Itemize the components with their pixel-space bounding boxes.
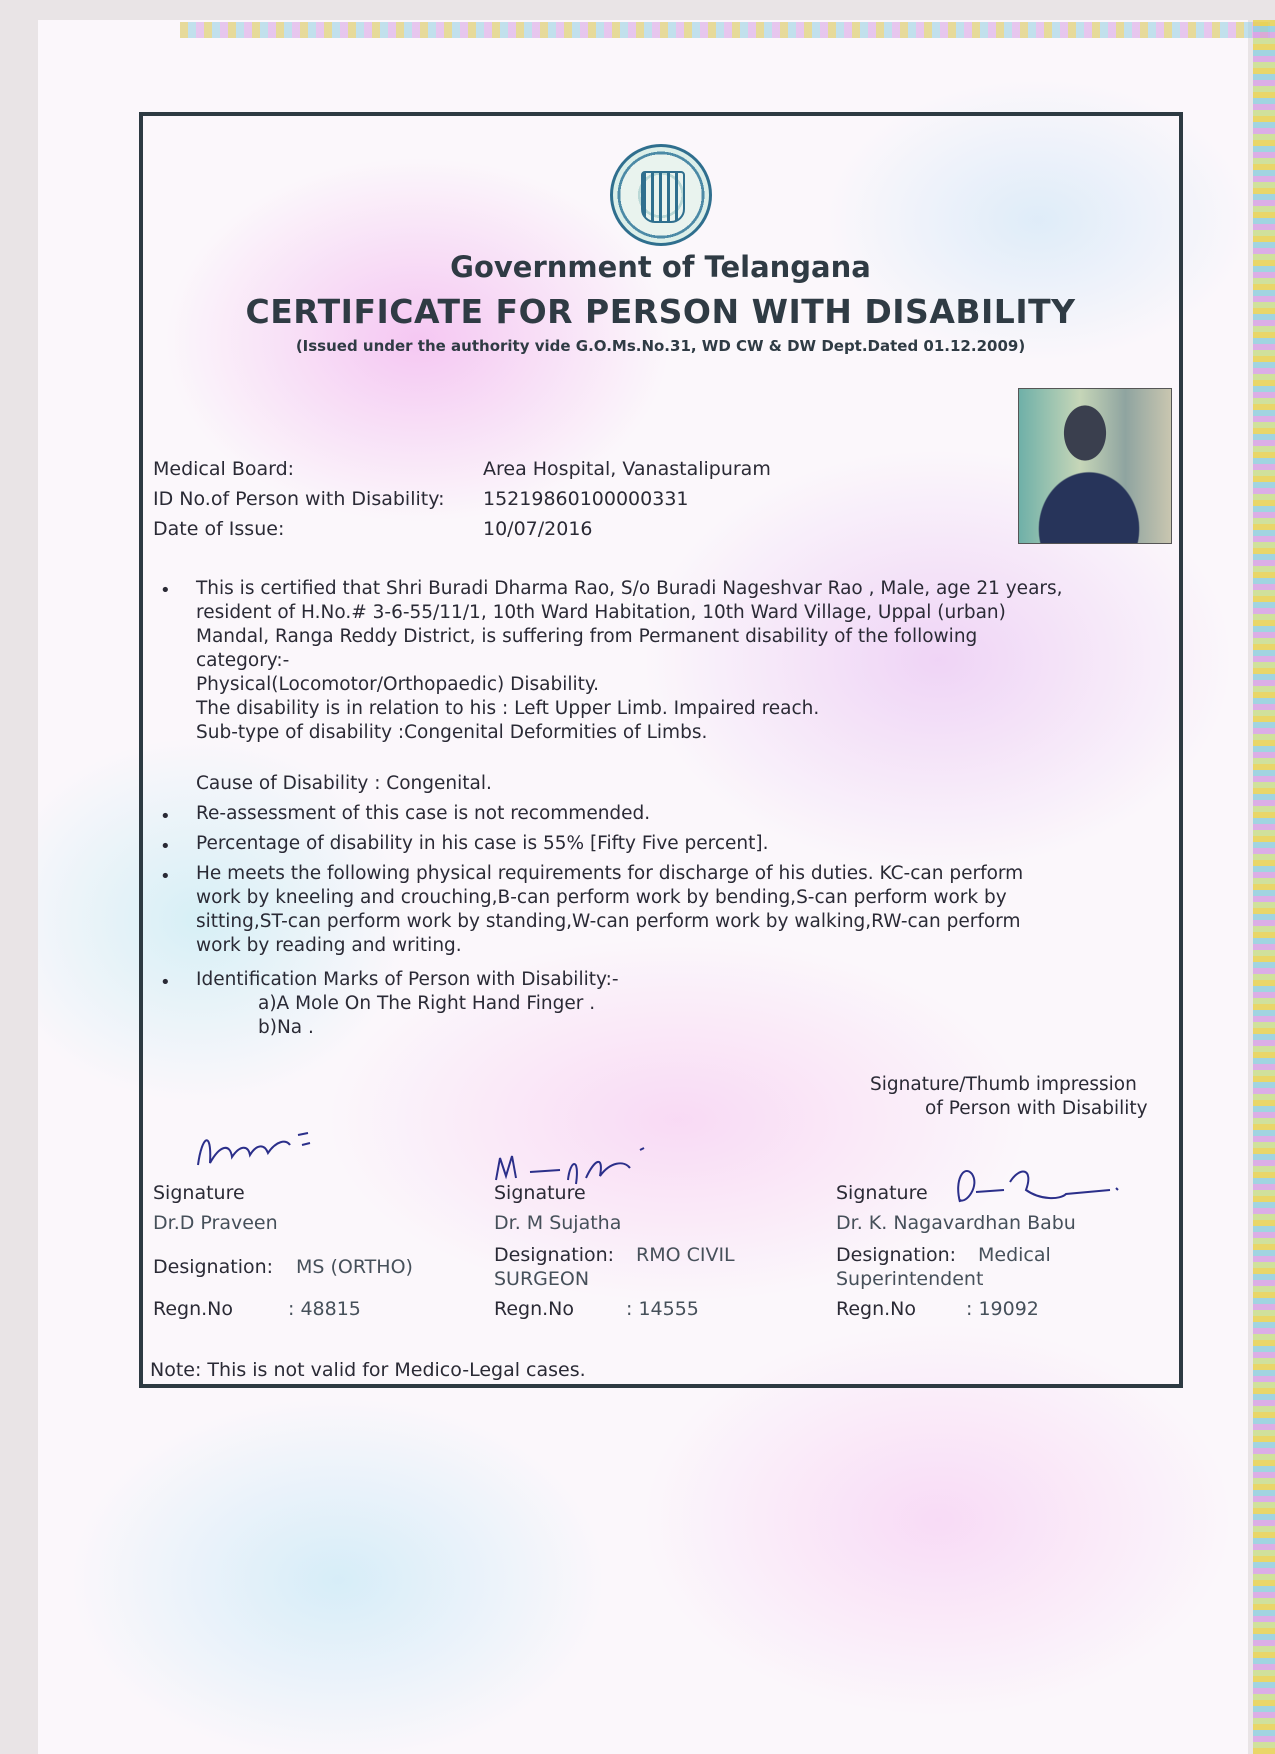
signatory-2-regn: : 14555 bbox=[626, 1298, 699, 1320]
cert-line: Physical(Locomotor/Orthopaedic) Disability. bbox=[196, 674, 600, 695]
signatory-3-regn: : 19092 bbox=[966, 1298, 1039, 1320]
authority-line: (Issued under the authority vide G.O.Ms.No.31, WD CW & DW Dept.Dated 01.12.2009) bbox=[295, 337, 1026, 355]
person-signature-label-1: Signature/Thumb impression bbox=[870, 1074, 1137, 1095]
date-value: 10/07/2016 bbox=[483, 518, 593, 540]
bullet-2: • bbox=[160, 806, 171, 827]
percentage-text: Percentage of disability in his case is 55% [Fifty Five percent]. bbox=[196, 833, 769, 854]
reassessment-text: Re-assessment of this case is not recommended. bbox=[196, 803, 651, 824]
signatory-2-designation-cont: SURGEON bbox=[494, 1268, 590, 1290]
signatory-3-name: Dr. K. Nagavardhan Babu bbox=[836, 1212, 1076, 1234]
legal-note: Note: This is not valid for Medico-Legal cases. bbox=[150, 1359, 586, 1381]
signatory-3-designation-cont: Superintendent bbox=[836, 1268, 984, 1290]
signatory-1-name: Dr.D Praveen bbox=[153, 1212, 278, 1234]
cert-line: Mandal, Ranga Reddy District, is suffering from Permanent disability of the following bbox=[196, 626, 978, 647]
cert-line: category:- bbox=[196, 650, 290, 671]
signatory-1-regn: : 48815 bbox=[288, 1298, 361, 1320]
person-photo bbox=[1018, 388, 1172, 544]
signatory-3-designation: Medical bbox=[978, 1244, 1051, 1266]
signatory-2-designation-label: Designation: bbox=[494, 1244, 615, 1266]
req-line: sitting,ST-can perform work by standing,W-can perform work by walking,RW-can perform bbox=[196, 911, 1021, 932]
req-line: work by kneeling and crouching,B-can perform work by bending,S-can perform work by bbox=[196, 887, 1007, 908]
id-label: ID No.of Person with Disability: bbox=[153, 488, 445, 510]
signature-label-3: Signature bbox=[836, 1182, 928, 1204]
cert-line: resident of H.No.# 3-6-55/11/1, 10th Ward Habitation, 10th Ward Village, Uppal (urban) bbox=[196, 602, 1006, 623]
bullet-4: • bbox=[160, 866, 171, 887]
cert-line: This is certified that Shri Buradi Dharma Rao, S/o Buradi Nageshvar Rao , Male, age 21 years, bbox=[196, 578, 1063, 599]
id-value: 15219860100000331 bbox=[483, 488, 689, 510]
signatory-3-designation-label: Designation: bbox=[836, 1244, 957, 1266]
signatory-2-regn-label: Regn.No bbox=[494, 1298, 575, 1320]
government-name: Government of Telangana bbox=[450, 250, 871, 284]
cause-of-disability: Cause of Disability : Congenital. bbox=[196, 773, 492, 794]
signature-nagavardhan-scribble bbox=[950, 1160, 1130, 1220]
bullet-1: • bbox=[160, 580, 171, 601]
cert-line: The disability is in relation to his : Left Upper Limb. Impaired reach. bbox=[196, 698, 820, 719]
person-signature-label-2: of Person with Disability bbox=[925, 1098, 1148, 1119]
date-label: Date of Issue: bbox=[153, 518, 285, 540]
scan-artifact-top bbox=[180, 22, 1270, 38]
cert-line: Sub-type of disability :Congenital Deformities of Limbs. bbox=[196, 722, 708, 743]
identification-heading: Identification Marks of Person with Disability:- bbox=[196, 969, 619, 990]
signature-praveen-scribble bbox=[190, 1115, 330, 1185]
bullet-5: • bbox=[160, 972, 171, 993]
medical-board-label: Medical Board: bbox=[153, 458, 295, 480]
physical-requirements bbox=[196, 862, 1023, 958]
certificate-title: CERTIFICATE FOR PERSON WITH DISABILITY bbox=[245, 292, 1076, 331]
signatory-1-designation-label: Designation: bbox=[153, 1256, 274, 1278]
signatory-1-designation: MS (ORTHO) bbox=[296, 1256, 413, 1278]
medical-board-value: Area Hospital, Vanastalipuram bbox=[483, 458, 771, 480]
signatory-2-designation: RMO CIVIL bbox=[636, 1244, 735, 1266]
signature-label-2: Signature bbox=[494, 1182, 586, 1204]
certification-text bbox=[196, 577, 1063, 745]
identification-mark-b: b)Na . bbox=[258, 1017, 314, 1038]
signatory-3-regn-label: Regn.No bbox=[836, 1298, 917, 1320]
signature-label-1: Signature bbox=[153, 1182, 245, 1204]
government-seal-icon bbox=[610, 144, 712, 246]
identification-mark-a: a)A Mole On The Right Hand Finger . bbox=[258, 993, 596, 1014]
signatory-1-regn-label: Regn.No bbox=[153, 1298, 234, 1320]
req-line: work by reading and writing. bbox=[196, 935, 462, 956]
req-line: He meets the following physical requirements for discharge of his duties. KC-can perform bbox=[196, 863, 1024, 884]
signatory-2-name: Dr. M Sujatha bbox=[494, 1212, 622, 1234]
bullet-3: • bbox=[160, 836, 171, 857]
